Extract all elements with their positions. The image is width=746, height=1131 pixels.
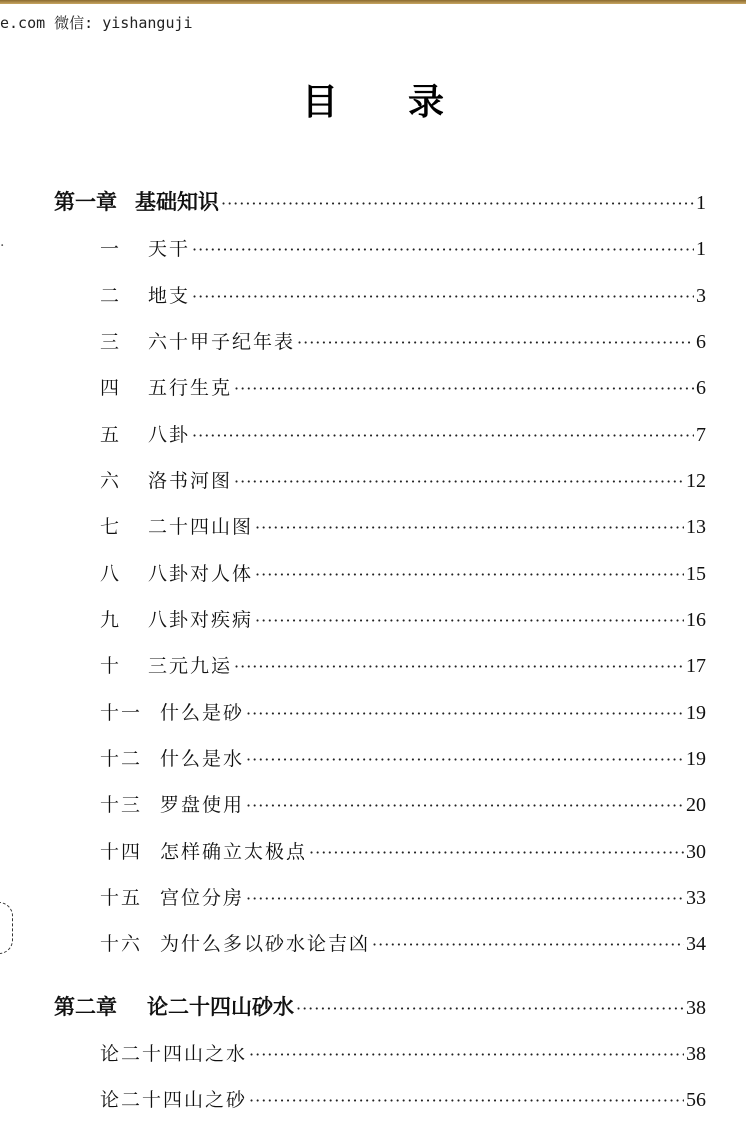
chapter-number: 第一章 [54,189,117,214]
section-number: 五 [100,424,122,446]
chapter-title: 基础知识 [135,189,219,214]
title-char-2: 录 [408,82,515,123]
dot-leader [234,379,694,398]
section-title: 八卦对疾病 [148,609,254,631]
toc-entry[interactable] [0,698,746,732]
toc-entry[interactable] [0,837,746,871]
page-number: 12 [686,470,706,492]
page-number: 38 [686,1043,706,1065]
toc-entry[interactable] [0,1085,746,1119]
toc-entry[interactable] [0,744,746,778]
binding-mark: · [0,238,5,254]
dot-leader [221,194,694,213]
toc-entry[interactable] [0,1039,746,1073]
section-title: 罗盘使用 [160,794,245,816]
page-number: 16 [686,609,706,631]
section-number: 一 [100,238,122,260]
section-number: 十五 [100,887,143,909]
dot-leader [309,843,684,862]
toc-entry[interactable] [0,466,746,500]
dot-leader [297,333,694,352]
section-number: 十一 [100,702,143,724]
dot-leader [246,750,684,769]
page-number: 1 [696,238,706,260]
page-number: 56 [686,1089,706,1111]
page-number: 19 [686,748,706,770]
section-number: 六 [100,470,122,492]
dot-leader [234,657,684,676]
dot-leader [192,287,694,306]
section-number: 七 [100,516,122,538]
section-title: 为什么多以砂水论吉凶 [160,933,371,955]
page-title [0,74,746,125]
toc-entry[interactable] [0,281,746,315]
page-number: 6 [696,331,706,353]
section-title: 八卦对人体 [148,563,254,585]
dot-leader [255,611,684,630]
dot-leader [246,796,684,815]
chapter-title: 论二十四山砂水 [147,994,294,1019]
page-number: 15 [686,563,706,585]
toc-entry[interactable] [0,790,746,824]
section-number: 十二 [100,748,143,770]
toc-entry[interactable] [0,929,746,963]
section-number: 十六 [100,933,143,955]
section-title: 宫位分房 [160,887,245,909]
toc-entry[interactable] [0,327,746,361]
dot-leader [234,472,684,491]
page-number: 1 [696,192,706,214]
page-number: 7 [696,424,706,446]
dot-leader [192,426,694,445]
dot-leader [246,889,684,908]
section-title: 地支 [148,285,191,307]
section-title: 什么是砂 [160,702,245,724]
dot-leader [249,1091,684,1110]
dot-leader [255,565,684,584]
section-number: 四 [100,377,122,399]
toc-entry[interactable] [0,373,746,407]
section-number: 十 [100,655,122,677]
toc-entry[interactable] [0,234,746,268]
toc-entry[interactable] [0,605,746,639]
page-number: 34 [686,933,706,955]
section-title: 什么是水 [160,748,245,770]
section-title: 八卦 [148,424,191,446]
toc-entry[interactable] [0,651,746,685]
dot-leader [296,999,684,1018]
page-number: 20 [686,794,706,816]
page-number: 38 [686,997,706,1019]
chapter-number: 第二章 [54,994,117,1019]
toc-entry[interactable] [0,559,746,593]
section-title: 天干 [148,238,191,260]
section-title: 二十四山图 [148,516,254,538]
page-number: 30 [686,841,706,863]
toc-chapter-1[interactable] [0,186,746,220]
dot-leader [192,240,694,259]
toc-entry[interactable] [0,883,746,917]
section-title: 洛书河图 [148,470,233,492]
section-title: 论二十四山之砂 [100,1089,248,1111]
section-title: 论二十四山之水 [100,1043,248,1065]
page-number: 13 [686,516,706,538]
dot-leader [255,518,684,537]
dot-leader [372,935,684,954]
section-number: 十四 [100,841,143,863]
section-number: 三 [100,331,122,353]
section-number: 二 [100,285,122,307]
title-char-1: 目 [301,82,408,123]
page-number: 3 [696,285,706,307]
section-number: 九 [100,609,122,631]
dot-leader [249,1045,684,1064]
section-title: 怎样确立太极点 [160,841,308,863]
toc-chapter-2[interactable] [0,991,746,1025]
toc-entry[interactable] [0,512,746,546]
section-title: 五行生克 [148,377,233,399]
page-number: 17 [686,655,706,677]
section-title: 六十甲子纪年表 [148,331,296,353]
watermark-text: e.com 微信: yishanguji [0,14,193,32]
dot-leader [246,704,684,723]
page-number: 6 [696,377,706,399]
top-border [0,0,746,4]
section-number: 十三 [100,794,143,816]
section-title: 三元九运 [148,655,233,677]
page-number: 33 [686,887,706,909]
toc-entry[interactable] [0,420,746,454]
page-number: 19 [686,702,706,724]
section-number: 八 [100,563,122,585]
